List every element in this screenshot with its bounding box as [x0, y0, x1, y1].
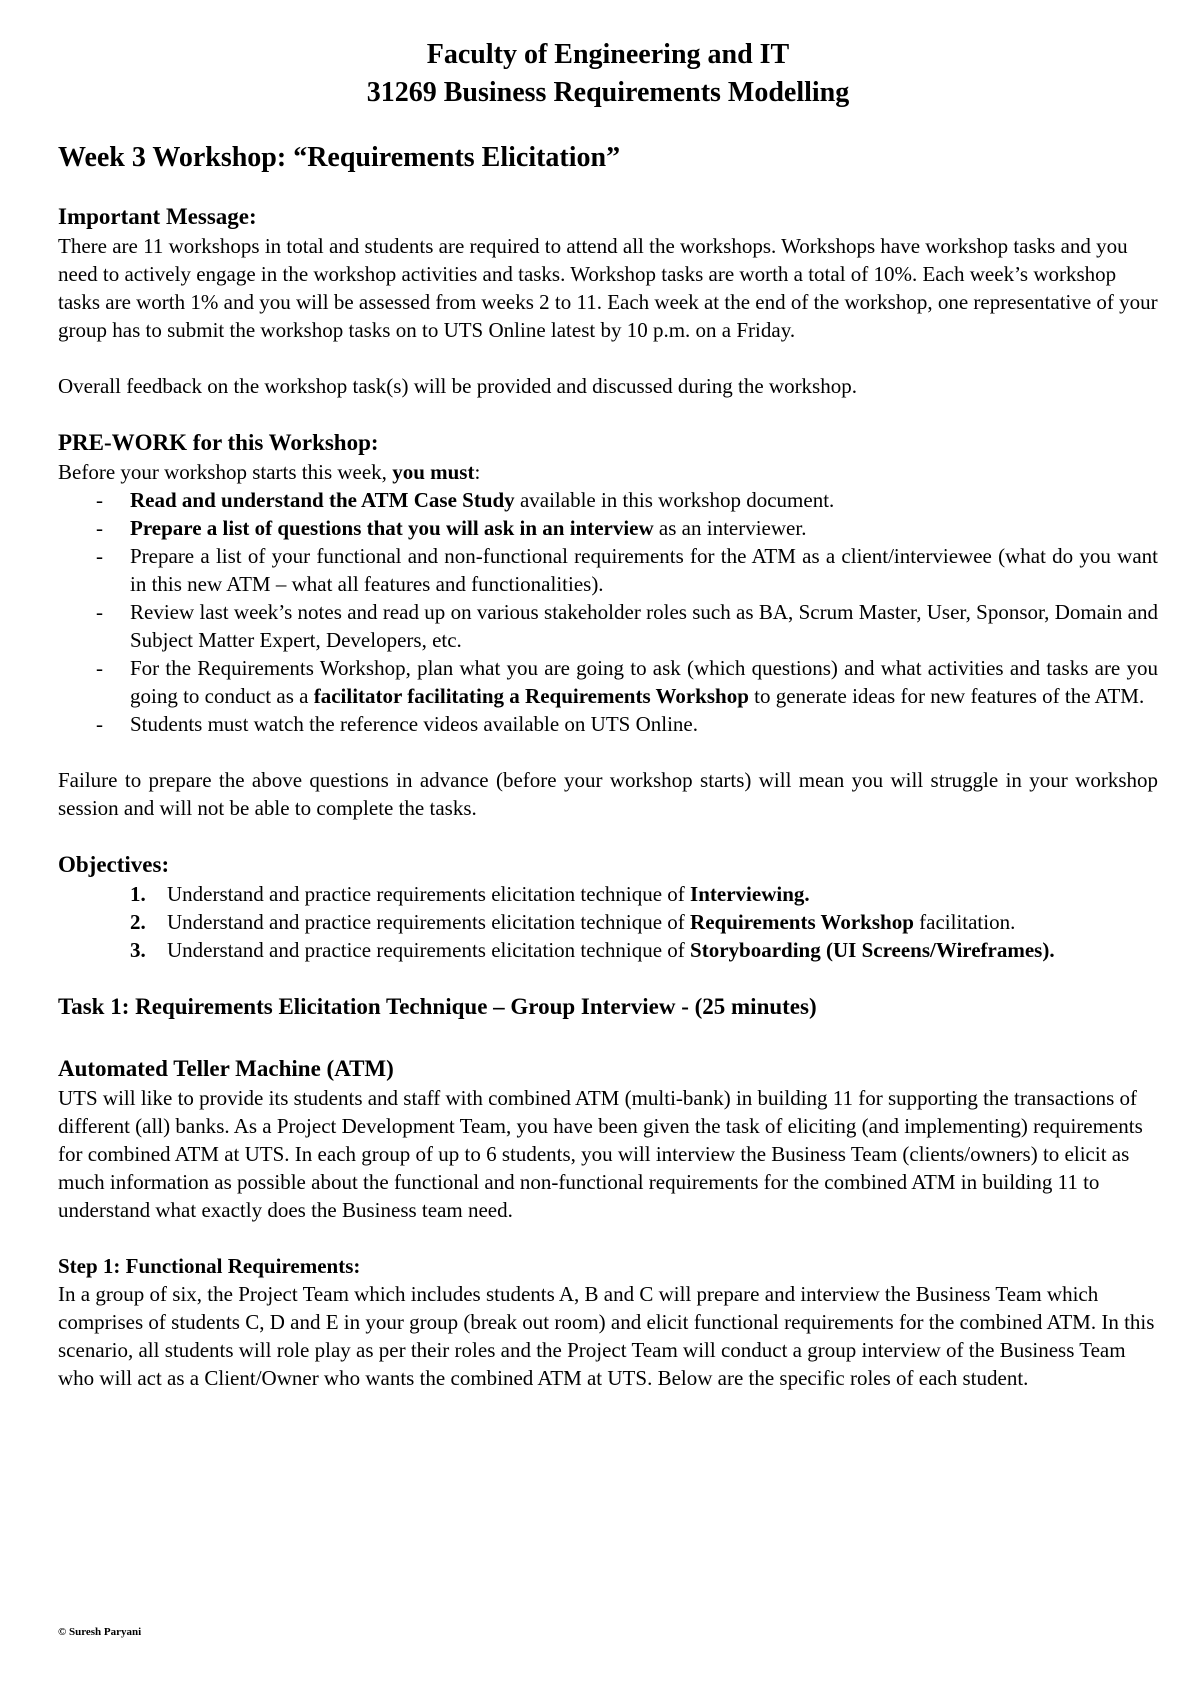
prework-item: - For the Requirements Workshop, plan what you are going to ask (which questions) and what activities and tasks are you going to conduct as a facilitator facilitating a Requirements Workshop to generate ideas for new features of the ATM. — [96, 656, 1158, 708]
step1-paragraph: In a group of six, the Project Team which includes students A, B and C will prepare and interview the Business Team which comprises of students C, D and E in your group (break out room) and elicit functional requirements for the combined ATM. In this scenario, all students will role play as per their roles and the Project Team will conduct a group interview of the Business Team who will act as a Client/Owner who wants the combined ATM at UTS. Below are the specific roles of each student. — [58, 1282, 1155, 1390]
important-paragraph: There are 11 workshops in total and students are required to attend all the workshops. Workshops have workshop tasks and you need to actively engage in the workshop activities and tasks. Workshop tasks are worth a total of 10%. Each week’s workshop tasks are worth 1% and you will be assessed from weeks 2 to 11. Each week at the end of the workshop, one representative of your group has to submit the workshop tasks on to UTS Online latest by 10 p.m. on a Friday. — [58, 234, 1158, 342]
failure-paragraph: Failure to prepare the above questions in advance (before your workshop starts) will mean you will struggle in your workshop session and will not be able to complete the tasks. — [58, 768, 1158, 820]
week-title: Week 3 Workshop: “Requirements Elicitation” — [58, 142, 621, 173]
objectives-heading: Objectives: — [58, 852, 170, 877]
feedback-paragraph: Overall feedback on the workshop task(s) will be provided and discussed during the workshop. — [58, 374, 857, 398]
faculty-title: Faculty of Engineering and IT — [426, 39, 790, 70]
atm-paragraph: UTS will like to provide its students and staff with combined ATM (multi-bank) in building 11 for supporting the transactions of different (all) banks. As a Project Development Team, you have been given the task of eliciting (and implementing) requirements for combined ATM at UTS. In each group of up to 6 students, you will interview the Business Team (clients/owners) to elicit as much information as possible about the functional and non-functional requirements for the combined ATM in building 11 to understand what exactly does the Business team need. — [58, 1086, 1143, 1222]
document-body — [58, 36, 1158, 1392]
prework-item: - Prepare a list of your functional and non-functional requirements for the ATM as a client/interviewee (what do you want in this new ATM – what all features and functionalities). — [96, 544, 1158, 596]
prework-item: - Students must watch the reference videos available on UTS Online. — [96, 712, 699, 736]
prework-intro: Before your workshop starts this week, you must: — [58, 460, 481, 484]
prework-heading: PRE-WORK for this Workshop: — [58, 430, 379, 455]
objective-item: 3. Understand and practice requirements elicitation technique of Storyboarding (UI Screens/Wireframes). — [130, 938, 1055, 962]
atm-heading: Automated Teller Machine (ATM) — [58, 1056, 394, 1081]
prework-item: - Prepare a list of questions that you will ask in an interview as an interviewer. — [96, 516, 807, 540]
objective-item: 1. Understand and practice requirements elicitation technique of Interviewing. — [130, 882, 810, 906]
prework-item: - Read and understand the ATM Case Study available in this workshop document. — [96, 488, 835, 512]
objective-item: 2. Understand and practice requirements elicitation technique of Requirements Workshop facilitation. — [130, 910, 1016, 934]
task1-heading: Task 1: Requirements Elicitation Technique – Group Interview - (25 minutes) — [58, 994, 817, 1019]
prework-item: - Review last week’s notes and read up on various stakeholder roles such as BA, Scrum Master, User, Sponsor, Domain and Subject Matter Expert, Developers, etc. — [96, 600, 1158, 652]
step1-heading: Step 1: Functional Requirements: — [58, 1254, 361, 1278]
objectives-list — [58, 880, 1158, 964]
important-heading: Important Message: — [58, 204, 257, 229]
prework-list — [58, 486, 1158, 738]
subject-title: 31269 Business Requirements Modelling — [366, 77, 850, 108]
copyright-footer: © Suresh Paryani — [58, 1626, 142, 1638]
